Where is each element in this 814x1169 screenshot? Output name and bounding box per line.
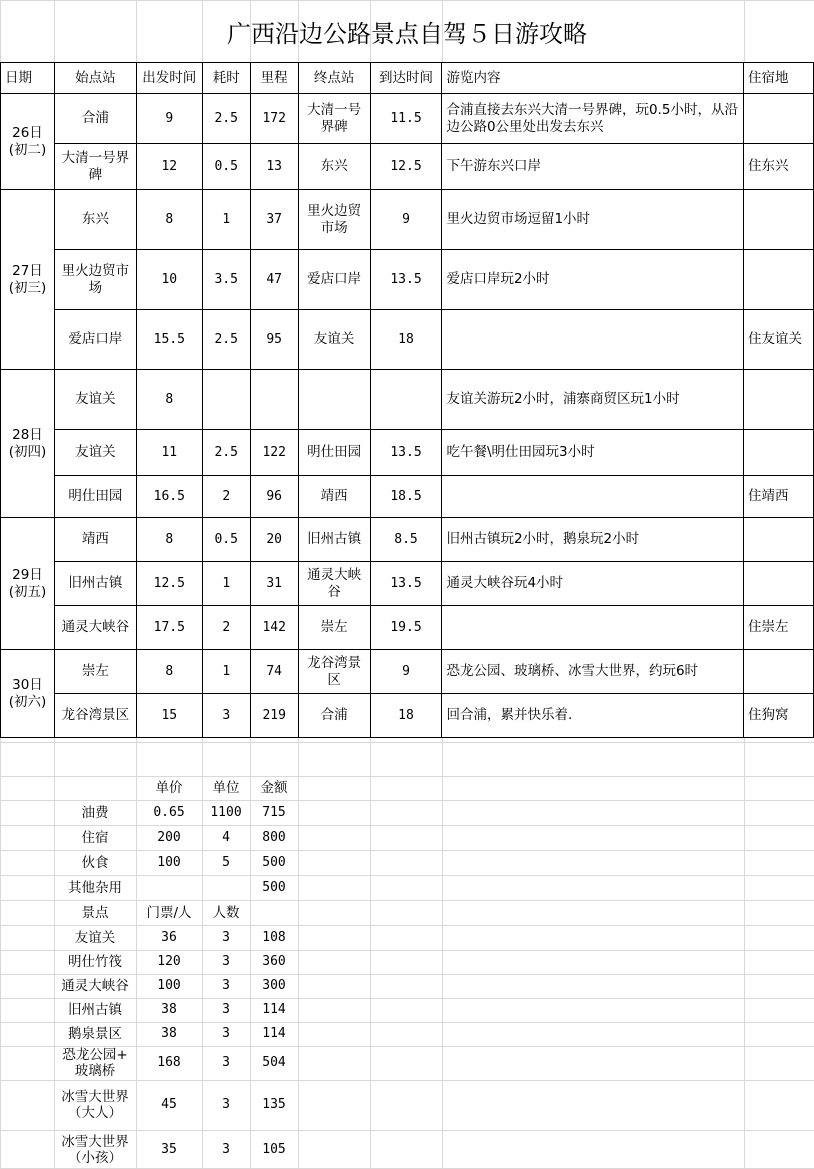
arrive-cell: 11.5 bbox=[370, 94, 442, 144]
content-cell: 合浦直接去东兴大清一号界碑，玩0.5小时，从沿边公路0公里处出发去东兴 bbox=[442, 94, 744, 144]
arrive-cell: 8.5 bbox=[370, 518, 442, 562]
content-cell bbox=[442, 606, 744, 650]
ticket-header: 门票/人 bbox=[146, 904, 192, 921]
column-header: 耗时 bbox=[202, 63, 250, 94]
start-cell: 友谊关 bbox=[54, 430, 136, 476]
cost-unit bbox=[202, 875, 250, 900]
arrive-cell: 13.5 bbox=[370, 430, 442, 476]
end-cell bbox=[298, 370, 370, 430]
depart-cell: 11 bbox=[136, 430, 202, 476]
cost-price bbox=[136, 875, 202, 900]
start-cell: 靖西 bbox=[54, 518, 136, 562]
ticket-name: 恐龙公园+ 玻璃桥 bbox=[62, 1047, 128, 1079]
stay-cell: 住崇左 bbox=[743, 606, 813, 650]
cost-unit: 1100 bbox=[210, 804, 242, 820]
content-cell bbox=[442, 476, 744, 518]
date-cell: 28日 (初四) bbox=[1, 370, 55, 518]
content-cell: 里火边贸市场逗留1小时 bbox=[442, 190, 744, 250]
depart-cell: 8 bbox=[136, 518, 202, 562]
ticket-name: 通灵大峡谷 bbox=[61, 978, 129, 994]
cost-amount: 500 bbox=[262, 879, 286, 895]
start-cell: 合浦 bbox=[54, 94, 136, 144]
cost-item-label: 油费 bbox=[81, 804, 109, 821]
cost-header: 金额 bbox=[260, 780, 288, 796]
cost-item-label: 住宿 bbox=[81, 829, 109, 846]
ticket-people: 3 bbox=[222, 1026, 230, 1041]
column-header: 住宿地 bbox=[743, 63, 813, 94]
stay-cell bbox=[743, 430, 813, 476]
column-header: 出发时间 bbox=[136, 63, 202, 94]
end-cell: 旧州古镇 bbox=[298, 518, 370, 562]
itinerary-row bbox=[1, 562, 814, 606]
stay-cell: 住友谊关 bbox=[743, 310, 813, 370]
ticket-price: 38 bbox=[161, 1026, 177, 1041]
date-cell: 29日 (初五) bbox=[1, 518, 55, 650]
end-cell: 通灵大峡 谷 bbox=[298, 562, 370, 606]
cost-amount: 800 bbox=[262, 829, 286, 845]
stay-cell bbox=[743, 94, 813, 144]
start-cell: 大清一号界 碑 bbox=[54, 144, 136, 190]
date-cell: 27日 (初三) bbox=[1, 190, 55, 370]
content-cell bbox=[442, 310, 744, 370]
distance-cell: 20 bbox=[250, 518, 298, 562]
ticket-amount: 504 bbox=[262, 1055, 286, 1070]
itinerary-row bbox=[1, 476, 814, 518]
depart-cell: 16.5 bbox=[136, 476, 202, 518]
duration-cell: 2.5 bbox=[202, 310, 250, 370]
depart-cell: 17.5 bbox=[136, 606, 202, 650]
cost-item-label: 其他杂用 bbox=[68, 879, 122, 896]
duration-cell: 2.5 bbox=[202, 94, 250, 144]
cost-item-label: 伙食 bbox=[81, 854, 109, 871]
distance-cell: 142 bbox=[250, 606, 298, 650]
cost-price: 0.65 bbox=[153, 804, 185, 820]
end-cell: 明仕田园 bbox=[298, 430, 370, 476]
arrive-cell bbox=[370, 370, 442, 430]
content-cell: 吃午餐\明仕田园玩3小时 bbox=[442, 430, 744, 476]
distance-cell: 37 bbox=[250, 190, 298, 250]
itinerary-row bbox=[1, 518, 814, 562]
ticket-price: 100 bbox=[157, 978, 181, 993]
end-cell: 崇左 bbox=[298, 606, 370, 650]
itinerary-row bbox=[1, 694, 814, 738]
page-title: 广西沿边公路景点自驾５日游攻略 bbox=[227, 20, 587, 48]
duration-cell bbox=[202, 370, 250, 430]
ticket-name: 旧州古镇 bbox=[68, 1002, 122, 1018]
ticket-header: 人数 bbox=[212, 904, 240, 921]
column-header: 到达时间 bbox=[370, 63, 442, 94]
depart-cell: 15 bbox=[136, 694, 202, 738]
end-cell: 东兴 bbox=[298, 144, 370, 190]
ticket-amount: 114 bbox=[262, 1026, 286, 1041]
itinerary-row bbox=[1, 94, 814, 144]
duration-cell: 2 bbox=[202, 476, 250, 518]
cost-header: 单位 bbox=[212, 780, 240, 796]
cost-header: 单价 bbox=[155, 780, 183, 796]
duration-cell: 1 bbox=[202, 650, 250, 694]
itinerary-row bbox=[1, 650, 814, 694]
start-cell: 崇左 bbox=[54, 650, 136, 694]
column-header: 日期 bbox=[1, 63, 55, 94]
content-cell: 友谊关游玩2小时，浦寨商贸区玩1小时 bbox=[442, 370, 744, 430]
stay-cell bbox=[743, 518, 813, 562]
ticket-name: 冰雪大世界 （小孩） bbox=[61, 1133, 129, 1166]
gridline-h bbox=[0, 742, 814, 743]
column-header: 里程 bbox=[250, 63, 298, 94]
ticket-amount: 105 bbox=[262, 1141, 286, 1157]
start-cell: 里火边贸市 场 bbox=[54, 250, 136, 310]
ticket-people: 3 bbox=[222, 1141, 230, 1157]
cost-unit: 5 bbox=[222, 854, 230, 870]
content-cell: 回合浦，累并快乐着. bbox=[442, 694, 744, 738]
distance-cell: 95 bbox=[250, 310, 298, 370]
stay-cell: 住东兴 bbox=[743, 144, 813, 190]
depart-cell: 15.5 bbox=[136, 310, 202, 370]
distance-cell: 74 bbox=[250, 650, 298, 694]
column-header: 游览内容 bbox=[442, 63, 744, 94]
itinerary-row bbox=[1, 250, 814, 310]
arrive-cell: 18.5 bbox=[370, 476, 442, 518]
depart-cell: 8 bbox=[136, 650, 202, 694]
duration-cell: 2 bbox=[202, 606, 250, 650]
end-cell: 友谊关 bbox=[298, 310, 370, 370]
duration-cell: 2.5 bbox=[202, 430, 250, 476]
ticket-name: 友谊关 bbox=[74, 929, 116, 946]
ticket-price: 36 bbox=[161, 929, 177, 945]
distance-cell: 172 bbox=[250, 94, 298, 144]
end-cell: 里火边贸 市场 bbox=[298, 190, 370, 250]
ticket-name: 明仕竹筏 bbox=[68, 954, 122, 970]
ticket-amount: 360 bbox=[262, 954, 286, 969]
ticket-name: 冰雪大世界 （大人） bbox=[61, 1089, 129, 1121]
distance-cell: 47 bbox=[250, 250, 298, 310]
duration-cell: 0.5 bbox=[202, 518, 250, 562]
distance-cell: 13 bbox=[250, 144, 298, 190]
cost-unit: 4 bbox=[222, 829, 230, 845]
end-cell: 合浦 bbox=[298, 694, 370, 738]
ticket-people: 3 bbox=[222, 954, 230, 969]
arrive-cell: 13.5 bbox=[370, 562, 442, 606]
ticket-name: 鹅泉景区 bbox=[68, 1026, 122, 1042]
cost-price: 200 bbox=[157, 829, 181, 845]
end-cell: 大清一号 界碑 bbox=[298, 94, 370, 144]
duration-cell: 1 bbox=[202, 562, 250, 606]
itinerary-row bbox=[1, 190, 814, 250]
stay-cell bbox=[743, 650, 813, 694]
arrive-cell: 12.5 bbox=[370, 144, 442, 190]
end-cell: 龙谷湾景 区 bbox=[298, 650, 370, 694]
itinerary-row bbox=[1, 310, 814, 370]
start-cell: 爱店口岸 bbox=[54, 310, 136, 370]
ticket-price: 38 bbox=[161, 1002, 177, 1017]
duration-cell: 0.5 bbox=[202, 144, 250, 190]
ticket-amount: 135 bbox=[262, 1097, 286, 1112]
itinerary-row bbox=[1, 370, 814, 430]
ticket-people: 3 bbox=[222, 1002, 230, 1017]
stay-cell bbox=[743, 190, 813, 250]
distance-cell: 219 bbox=[250, 694, 298, 738]
depart-cell: 12 bbox=[136, 144, 202, 190]
start-cell: 旧州古镇 bbox=[54, 562, 136, 606]
depart-cell: 9 bbox=[136, 94, 202, 144]
itinerary-table bbox=[0, 62, 814, 738]
column-header: 终点站 bbox=[298, 63, 370, 94]
depart-cell: 8 bbox=[136, 190, 202, 250]
ticket-price: 120 bbox=[157, 954, 181, 969]
stay-cell bbox=[743, 562, 813, 606]
ticket-people: 3 bbox=[222, 1055, 230, 1070]
ticket-amount: 300 bbox=[262, 978, 286, 993]
ticket-header: 景点 bbox=[81, 904, 109, 921]
content-cell: 下午游东兴口岸 bbox=[442, 144, 744, 190]
distance-cell: 96 bbox=[250, 476, 298, 518]
ticket-price: 45 bbox=[161, 1097, 177, 1112]
arrive-cell: 9 bbox=[370, 650, 442, 694]
distance-cell: 122 bbox=[250, 430, 298, 476]
arrive-cell: 18 bbox=[370, 694, 442, 738]
content-cell: 旧州古镇玩2小时，鹅泉玩2小时 bbox=[442, 518, 744, 562]
content-cell: 通灵大峡谷玩4小时 bbox=[442, 562, 744, 606]
content-cell: 恐龙公园、玻璃桥、冰雪大世界，约玩6时 bbox=[442, 650, 744, 694]
gridline-h bbox=[0, 776, 814, 777]
stay-cell: 住狗窝 bbox=[743, 694, 813, 738]
cost-amount: 500 bbox=[262, 854, 286, 870]
ticket-people: 3 bbox=[222, 1097, 230, 1112]
column-header: 始点站 bbox=[54, 63, 136, 94]
start-cell: 明仕田园 bbox=[54, 476, 136, 518]
start-cell: 东兴 bbox=[54, 190, 136, 250]
arrive-cell: 19.5 bbox=[370, 606, 442, 650]
cost-price: 100 bbox=[157, 854, 181, 870]
duration-cell: 1 bbox=[202, 190, 250, 250]
ticket-amount: 114 bbox=[262, 1002, 286, 1017]
stay-cell bbox=[743, 370, 813, 430]
end-cell: 靖西 bbox=[298, 476, 370, 518]
depart-cell: 12.5 bbox=[136, 562, 202, 606]
duration-cell: 3 bbox=[202, 694, 250, 738]
duration-cell: 3.5 bbox=[202, 250, 250, 310]
end-cell: 爱店口岸 bbox=[298, 250, 370, 310]
cost-amount: 715 bbox=[262, 804, 286, 820]
start-cell: 通灵大峡谷 bbox=[54, 606, 136, 650]
depart-cell: 10 bbox=[136, 250, 202, 310]
content-cell: 爱店口岸玩2小时 bbox=[442, 250, 744, 310]
date-cell: 30日 (初六) bbox=[1, 650, 55, 738]
distance-cell: 31 bbox=[250, 562, 298, 606]
itinerary-row bbox=[1, 606, 814, 650]
ticket-price: 35 bbox=[161, 1141, 177, 1157]
ticket-amount: 108 bbox=[262, 929, 286, 945]
stay-cell: 住靖西 bbox=[743, 476, 813, 518]
arrive-cell: 18 bbox=[370, 310, 442, 370]
start-cell: 友谊关 bbox=[54, 370, 136, 430]
distance-cell bbox=[250, 370, 298, 430]
arrive-cell: 13.5 bbox=[370, 250, 442, 310]
stay-cell bbox=[743, 250, 813, 310]
ticket-price: 168 bbox=[157, 1055, 181, 1070]
itinerary-row bbox=[1, 430, 814, 476]
start-cell: 龙谷湾景区 bbox=[54, 694, 136, 738]
ticket-people: 3 bbox=[222, 978, 230, 993]
itinerary-row bbox=[1, 144, 814, 190]
arrive-cell: 9 bbox=[370, 190, 442, 250]
depart-cell: 8 bbox=[136, 370, 202, 430]
ticket-people: 3 bbox=[222, 929, 230, 945]
date-cell: 26日 (初二) bbox=[1, 94, 55, 190]
